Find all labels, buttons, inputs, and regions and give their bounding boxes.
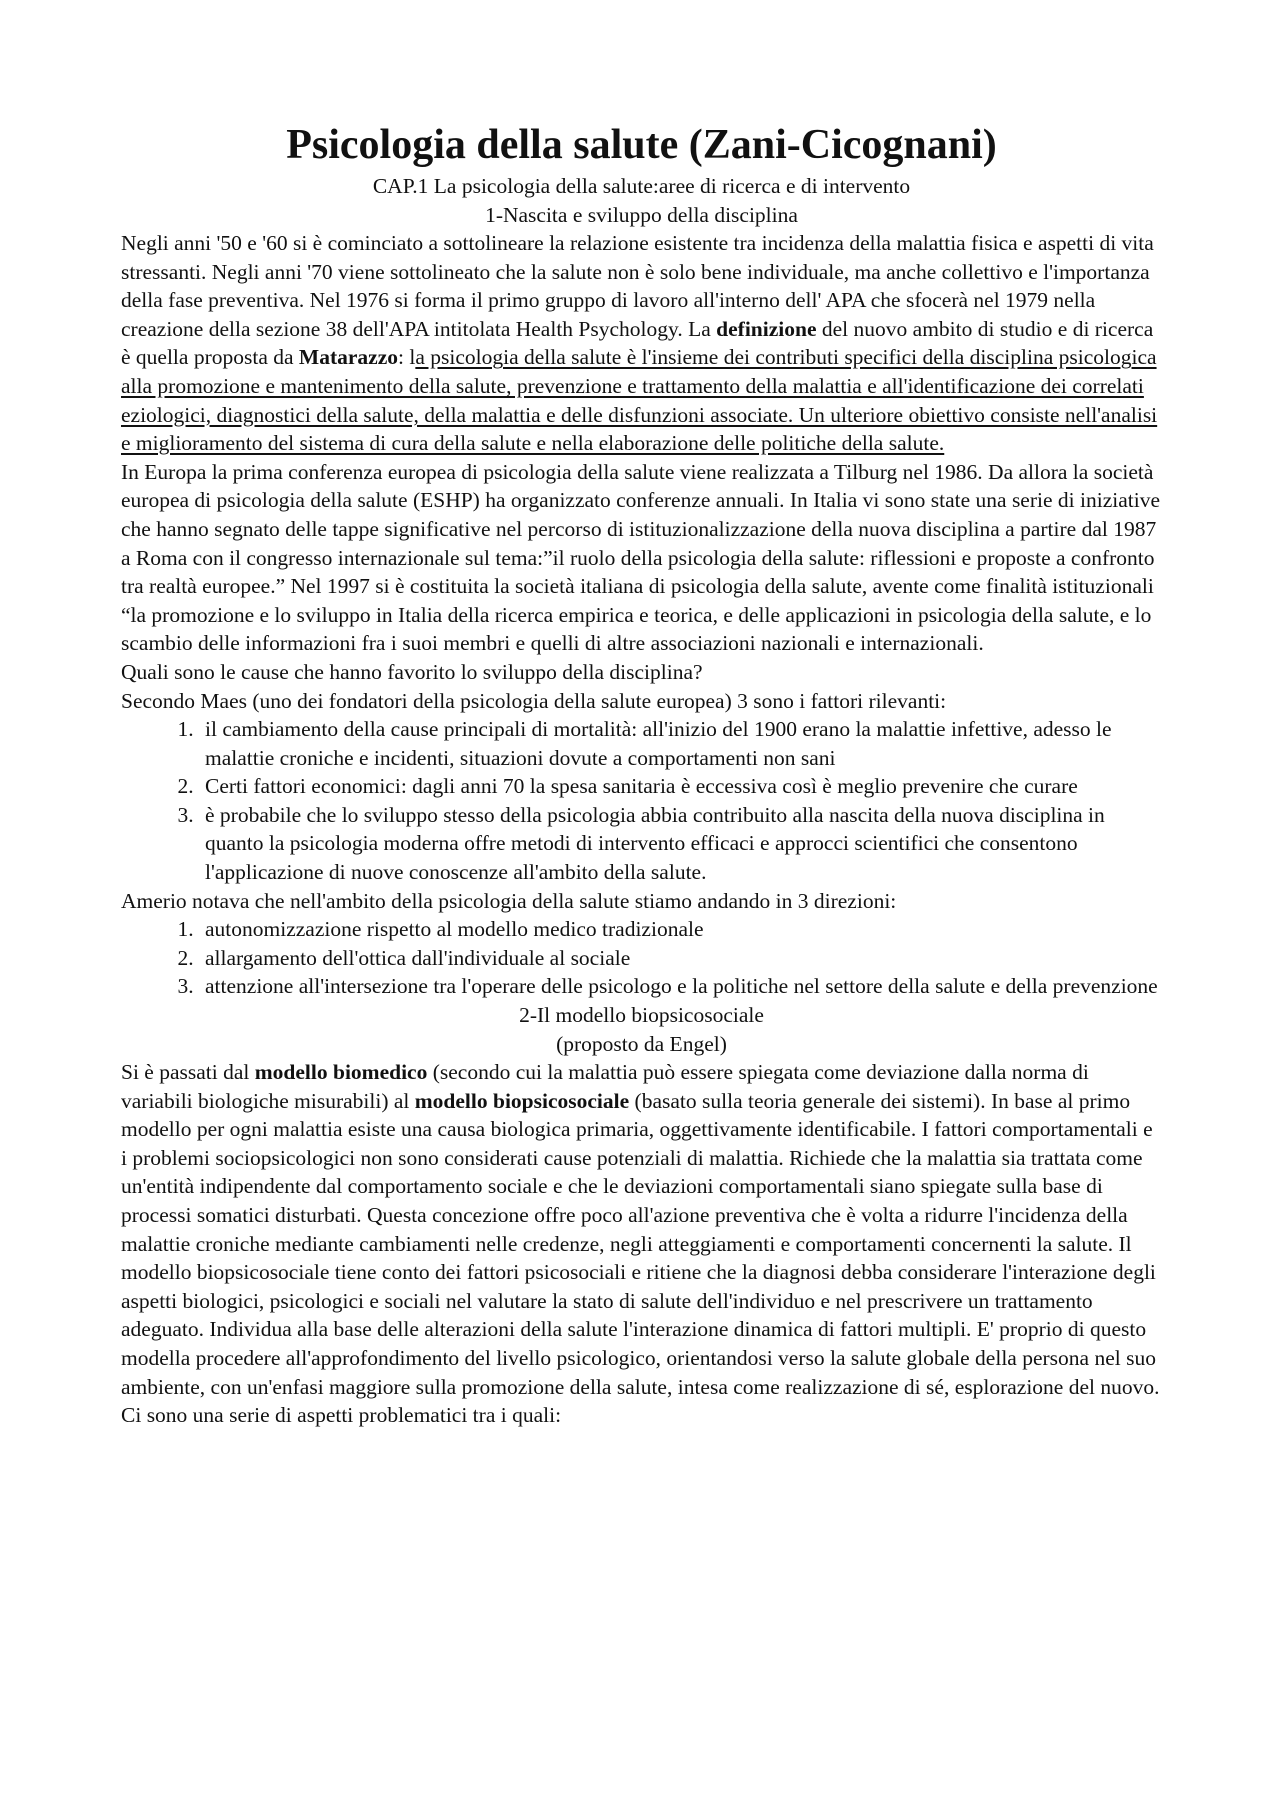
list-item: 1. il cambiamento della cause principali di mortalità: all'inizio del 1900 erano la malattie infettive, adesso le malattie croniche e incidenti, situazioni dovute a comportamenti non sani [199, 715, 1162, 772]
list-item: 2. Certi fattori economici: dagli anni 70 la spesa sanitaria è eccessiva così è meglio prevenire che curare [199, 772, 1162, 801]
text-run: (basato sulla teoria generale dei sistemi). In base al primo modello per ogni malattia esiste una causa biologica primaria, oggettivamente identificabile. I fattori comportamentali e i problemi sociopsicologici non sono considerati cause potenziali di malattia. Richiede che la malattia sia trattata come un'entità indipendente dal comportamento sociale e che le deviazioni comportamentali siano spiegate sulla base di processi somatici disturbati. Questa concezione offre poco all'azione preventiva che è volta a ridurre l'incidenza della malattie croniche mediante cambiamenti nelle credenze, negli atteggiamenti e comportamenti concernenti la salute. Il modello biopsicosociale tiene conto dei fattori psicosociali e ritiene che la diagnosi debba considerare l'interazione degli aspetti biologici, psicologici e sociali nel valutare la stato di salute dell'individuo e nel prescrivere un trattamento adeguato. Individua alla base delle alterazioni della salute l'interazione dinamica di fattori multipli. E' proprio di questo modella procedere all'approfondimento del livello psicologico, orientandosi verso la salute globale della persona nel suo ambiente, con un'enfasi maggiore sulla promozione della salute, intesa come realizzazione di sé, esplorazione del nuovo. Ci sono una serie di aspetti problematici tra i quali: [121, 1088, 1160, 1428]
paragraph-amerio: Amerio notava che nell'ambito della psicologia della salute stiamo andando in 3 direzioni: [121, 888, 897, 913]
paragraph-maes: Secondo Maes (uno dei fondatori della psicologia della salute europea) 3 sono i fattori rilevanti: [121, 688, 947, 713]
maes-factors-list [121, 715, 1162, 887]
bold-term-biopsicosociale: modello biopsicosociale [414, 1088, 630, 1113]
paragraph-biopsychosocial [121, 1058, 1162, 1430]
paragraph-europe-italy: In Europa la prima conferenza europea di psicologia della salute viene realizzata a Tilburg nel 1986. Da allora la società europea di psicologia della salute (ESHP) ha organizzato conferenze annuali. In Italia vi sono state una serie di iniziative che hanno segnato delle tappe significative nel percorso di istituzionalizzazione della nuova disciplina a partire dal 1987 a Roma con il congresso internazionale sul tema:”il ruolo della psicologia della salute: riflessioni e proposte a confronto tra realtà europee.” Nel 1997 si è costituita la società italiana di psicologia della salute, avente come finalità istituzionali “la promozione e lo sviluppo in Italia della ricerca empirica e teorica, e delle applicazioni in psicologia della salute, e lo scambio delle informazioni fra i suoi membri e quelli di altre associazioni nazionali e internazionali. [121, 459, 1160, 656]
section-subheading-2: (proposto da Engel) [556, 1031, 727, 1056]
list-item: 2. allargamento dell'ottica dall'individuale al sociale [199, 944, 1162, 973]
section-heading-1: 1-Nascita e sviluppo della disciplina [485, 202, 798, 227]
list-item: 3. è probabile che lo sviluppo stesso della psicologia abbia contribuito alla nascita della nuova disciplina in quanto la psicologia moderna offre metodi di intervento efficaci e approcci scientifici che consentono l'applicazione di nuove conoscenze all'ambito della salute. [199, 801, 1162, 887]
section-heading-2: 2-Il modello biopsicosociale [519, 1003, 764, 1028]
bold-term-matarazzo: Matarazzo [298, 345, 399, 370]
document-title: Psicologia della salute (Zani-Cicognani) [286, 122, 997, 168]
bold-term-definizione: definizione [716, 316, 817, 341]
list-item: 3. attenzione all'intersezione tra l'operare delle psicologo e la politiche nel settore della salute e della prevenzione [199, 972, 1162, 1001]
bold-term-biomedico: modello biomedico [254, 1060, 428, 1085]
text-run: Negli anni '50 e '60 si è cominciato a sottolineare la relazione esistente tra incidenza della malattia fisica e aspetti di vita stressanti. Negli anni '70 viene sottolineato che la salute non è solo bene individuale, ma anche collettivo e l'importanza della fase preventiva. Nel 1976 si forma il primo gruppo di lavoro all'interno dell' APA che sfocerà nel 1979 nella creazione della sezione 38 dell'APA intitolata Health Psychology. La [121, 231, 1154, 341]
paragraph-origins [121, 229, 1162, 458]
paragraph-question: Quali sono le cause che hanno favorito lo sviluppo della disciplina? [121, 659, 703, 684]
text-run: : l [398, 345, 416, 370]
list-item: 1. autonomizzazione rispetto al modello medico tradizionale [199, 915, 1162, 944]
amerio-directions-list [121, 915, 1162, 1001]
text-run: Si è passati dal [121, 1060, 255, 1085]
text-run: (secondo cui la malattia può essere spiegata come deviazione dalla norma di variabili biologiche misurabili) al [121, 1060, 1089, 1113]
underlined-definition: a psicologia della salute è l'insieme dei contributi specifici della disciplina psicologica alla promozione e mantenimento della salute, prevenzione e trattamento della malattia e all'identificazione dei correlati eziologici, diagnostici della salute, della malattia e delle disfunzioni associate. Un ulteriore obiettivo consiste nell'analisi e miglioramento del sistema di cura della salute e nella elaborazione delle politiche della salute. [121, 345, 1158, 456]
text-run: del nuovo ambito di studio e di ricerca è quella proposta da [121, 316, 1154, 370]
chapter-heading: CAP.1 La psicologia della salute:aree di ricerca e di intervento [372, 174, 911, 198]
